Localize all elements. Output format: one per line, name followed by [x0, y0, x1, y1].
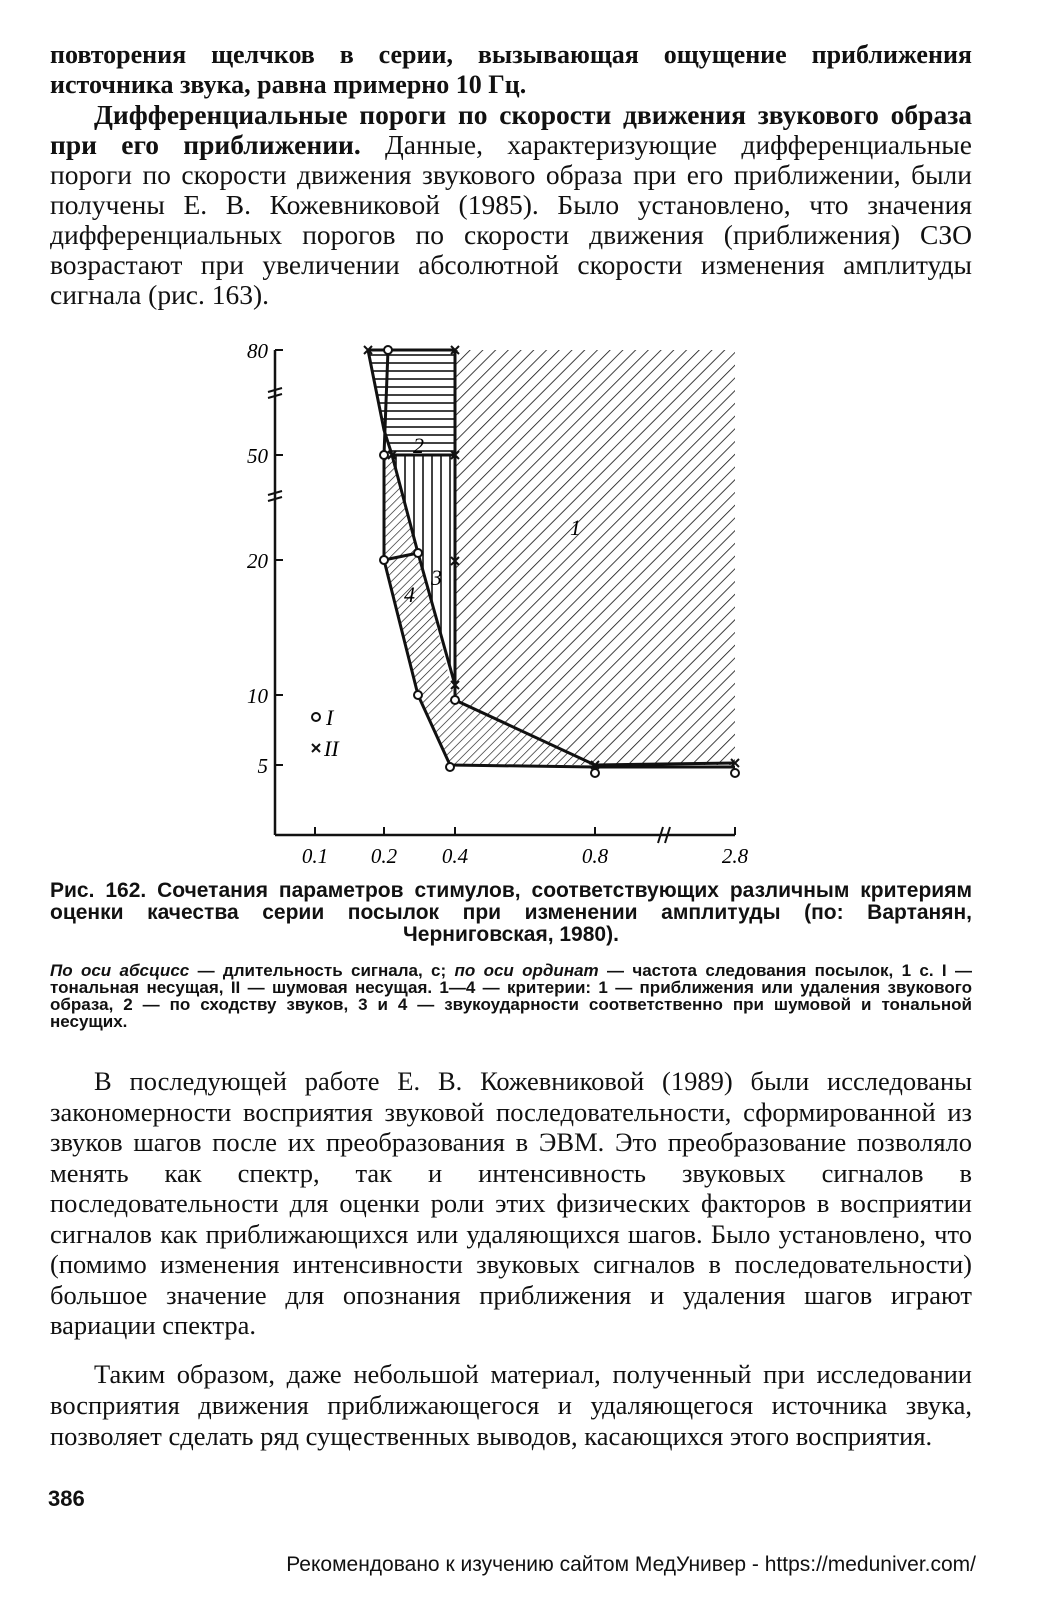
caption-title: Рис. 162. Сочетания параметров стимулов, соответствующих различным критериям оценки качества серии посылок при изменении амплитуды (по: Вартанян, Черниговская, 1980).	[50, 879, 972, 946]
note-y-label: по оси ординат	[454, 961, 599, 980]
legend-marker-o	[312, 713, 320, 721]
y-tick-label: 5	[257, 754, 268, 778]
x-tick-label: 2.8	[721, 844, 749, 868]
marker-o	[380, 556, 388, 564]
section-heading: Дифференциальные пороги по скорости движения звукового образа при его приближении.	[50, 99, 972, 160]
figure-caption	[50, 880, 972, 946]
paragraph-research-text: В последующей работе Е. В. Кожевниковой (1989) были исследованы закономерности восприятия звуковой последовательности, сформированной из звуков шагов после их преобразования в ЭВМ. Это преобразование позволяло менять как спектр, так и интенсивность звуковых сигналов в последовательности для оценки роли этих физических факторов в восприятии сигналов как приближающихся или удаляющихся шагов. Было установлено, что (помимо изменения интенсивности звуковых сигналов в последовательности) большое значение для опознания приближения и удаления шагов играют вариации спектра.	[50, 1066, 972, 1340]
region-label-2: 2	[413, 433, 424, 458]
paragraph-conclusion	[50, 1359, 972, 1452]
y-tick-label: 20	[247, 549, 268, 573]
marker-o	[414, 691, 422, 699]
marker-o	[414, 549, 422, 557]
region-2	[368, 350, 455, 455]
legend-marker-x	[312, 744, 320, 752]
paragraph-top	[50, 40, 972, 100]
y-tick-label: 80	[247, 339, 268, 363]
y-tick-label: 10	[247, 684, 268, 708]
x-tick-label: 0.2	[370, 844, 398, 868]
note-text-b: — частота следования посылок, 1 с. I — тональная несущая, II — шумовая несущая. 1—4 — критерии: 1 — приближения или удаления звукового образа, 2 — по сходству звуков, 3 и 4 — звукоударности соответственно при шумовой и тональной несущих.	[50, 961, 972, 1031]
marker-o	[384, 346, 392, 354]
paragraph-conclusion-text: Таким образом, даже небольшой материал, полученный при исследовании восприятия движения приближающегося и удаляющегося источника звука, позволяет сделать ряд существенных выводов, касающихся этого восприятия.	[50, 1359, 972, 1451]
marker-o	[731, 769, 739, 777]
region-label-4: 4	[404, 582, 415, 607]
footer-link-text: Рекомендовано к изучению сайтом МедУнивер - https://meduniver.com/	[286, 1553, 976, 1576]
legend-label-II: II	[324, 736, 339, 761]
y-tick-label: 50	[247, 444, 268, 468]
marker-o	[591, 769, 599, 777]
x-tick-label: 0.1	[301, 844, 329, 868]
x-tick-label: 0.8	[581, 844, 609, 868]
marker-o	[451, 696, 459, 704]
paragraph-thresholds	[50, 100, 972, 310]
region-1	[455, 350, 735, 765]
marker-o	[446, 763, 454, 771]
region-label-1: 1	[570, 515, 581, 540]
page-number: 386	[48, 1486, 85, 1511]
marker-o	[380, 451, 388, 459]
region-label-3: 3	[431, 565, 442, 590]
paragraph-thresholds-text: Данные, характеризующие дифференциальные пороги по скорости движения звукового образа при его приближении, были получены Е. В. Кожевниковой (1985). Было установлено, что значения дифференциальных порогов по скорости движения (приближения) СЗО возрастают при увеличении абсолютной скорости изменения амплитуды сигнала (рис. 163).	[50, 129, 972, 310]
paragraph-top-text: повторения щелчков в серии, вызывающая ощущение приближения источника звука, равна примерно 10 Гц.	[50, 40, 972, 99]
chart-legend	[312, 705, 340, 761]
legend-label-I: I	[326, 705, 334, 730]
note-text-a: — длительность сигнала, с;	[197, 961, 447, 980]
note-x-label: По оси абсцисс	[50, 961, 190, 980]
figure-162-chart	[230, 335, 790, 875]
paragraph-research	[50, 1066, 972, 1341]
figure-note	[50, 962, 972, 1030]
x-tick-label: 0.4	[441, 844, 469, 868]
